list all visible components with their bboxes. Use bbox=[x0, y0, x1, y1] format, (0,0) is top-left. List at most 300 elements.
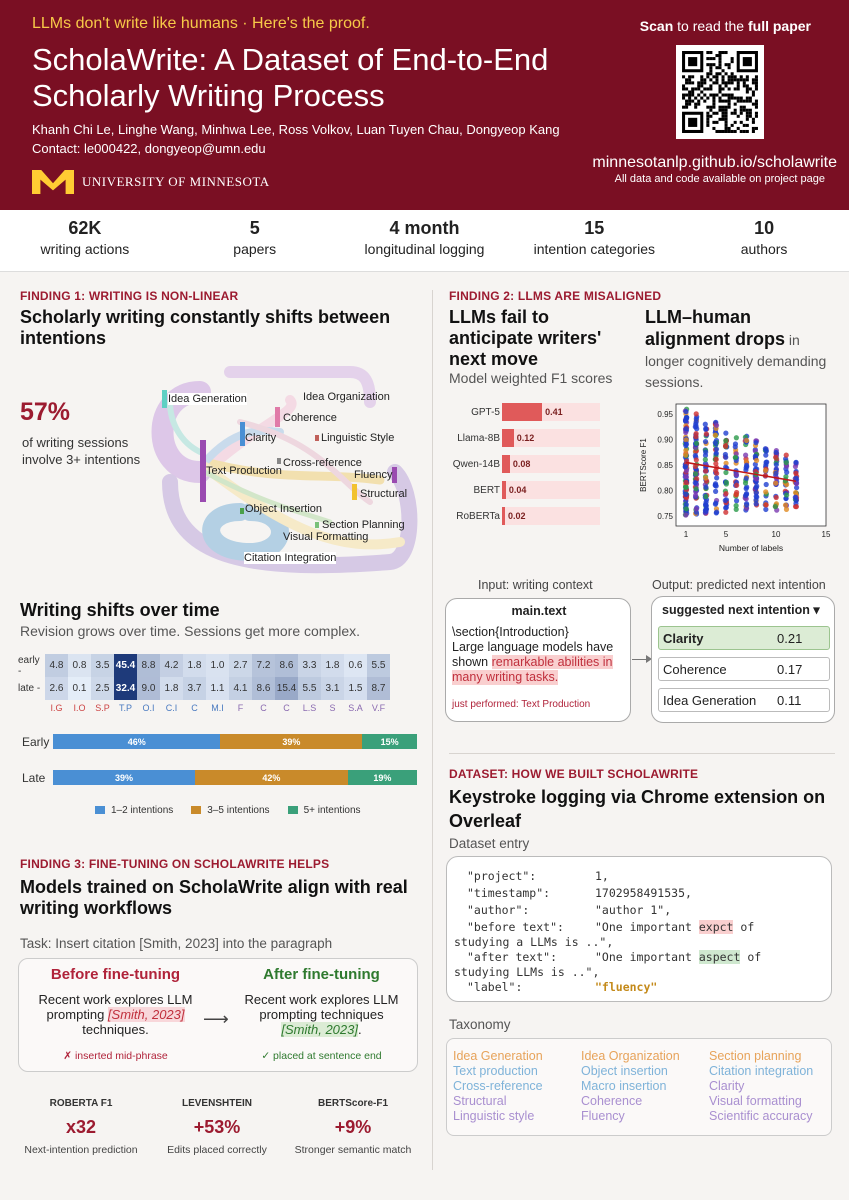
taxonomy-item: Citation integration bbox=[709, 1064, 814, 1078]
sankey-label: Text Production bbox=[206, 465, 282, 477]
alignment-heading: LLM–human alignment drops bbox=[645, 307, 786, 349]
heatmap-cell: 4.8 bbox=[45, 654, 68, 677]
alignment-heading-tail: in longer cognitively demanding sessions. bbox=[645, 332, 827, 390]
bar-label: BERT bbox=[473, 485, 500, 496]
scatter-point bbox=[754, 458, 759, 463]
taxonomy-label: Taxonomy bbox=[449, 1017, 511, 1032]
sankey-label: Linguistic Style bbox=[321, 432, 395, 444]
scatter-point bbox=[764, 502, 769, 507]
stacked-bar-segment: 15% bbox=[362, 734, 417, 749]
project-note: All data and code available on project page bbox=[614, 173, 825, 185]
heatmap-column-label: S.P bbox=[95, 703, 110, 713]
scatter-point bbox=[694, 411, 699, 416]
code-line bbox=[467, 903, 529, 918]
dataset-heading: Keystroke logging via Chrome extension on Overleaf bbox=[449, 787, 826, 831]
scatter-point bbox=[703, 468, 708, 473]
scatter-point bbox=[683, 448, 688, 453]
scatter-point bbox=[744, 491, 749, 496]
heatmap-cell: 3.7 bbox=[183, 677, 206, 700]
scatter-point bbox=[683, 464, 688, 469]
bar bbox=[502, 455, 510, 473]
scatter-point bbox=[694, 506, 699, 511]
bar bbox=[502, 481, 506, 499]
dataset-kicker: DATASET: HOW WE BUILT SCHOLAWRITE bbox=[449, 767, 699, 781]
scatter-point bbox=[723, 452, 728, 457]
heatmap-corner bbox=[16, 700, 45, 716]
taxonomy-item: Text production bbox=[453, 1064, 538, 1078]
code-value: "One important bbox=[595, 920, 699, 934]
heatmap-column-label: L.S bbox=[302, 703, 317, 713]
scatter-point bbox=[784, 460, 789, 465]
stacked-bar-early bbox=[53, 734, 417, 749]
code-line bbox=[467, 980, 522, 995]
y-tick-label: 0.95 bbox=[657, 410, 673, 420]
scatter-point bbox=[753, 440, 758, 445]
stack-legend bbox=[95, 805, 361, 816]
heatmap-cell: 3.5 bbox=[91, 654, 114, 677]
bar-row bbox=[450, 426, 602, 452]
scatter-point bbox=[713, 433, 718, 438]
heatmap-cell: 1.5 bbox=[344, 677, 367, 700]
finding2-left-heading: LLMs fail to anticipate writers' next move bbox=[449, 307, 602, 369]
sankey-label: Section Planning bbox=[322, 519, 405, 531]
legend-label: 3–5 intentions bbox=[207, 805, 270, 816]
scatter-point bbox=[703, 427, 708, 432]
prediction-dropdown[interactable]: suggested next intention ▾ bbox=[662, 603, 820, 617]
sankey-label: Fluency bbox=[354, 469, 393, 481]
code-value: of bbox=[733, 920, 755, 934]
heatmap-cell: 9.0 bbox=[137, 677, 160, 700]
scatter-point bbox=[773, 481, 778, 486]
code-key: "project": bbox=[467, 869, 537, 883]
university-logo bbox=[32, 170, 270, 194]
scan-word: Scan bbox=[639, 18, 674, 34]
heatmap-cell: 2.6 bbox=[45, 677, 68, 700]
scatter-point bbox=[683, 474, 688, 479]
metric-card bbox=[152, 1098, 282, 1157]
scatter-point bbox=[774, 495, 779, 500]
code-line bbox=[454, 965, 599, 980]
scatter-point bbox=[793, 490, 798, 495]
context-title: main.text bbox=[511, 604, 567, 618]
scatter-point bbox=[794, 504, 799, 509]
before-line3: techniques. bbox=[82, 1022, 149, 1037]
scatter-point bbox=[793, 471, 798, 476]
metric-card bbox=[288, 1098, 418, 1157]
stacked-bar-segment: 39% bbox=[220, 734, 362, 749]
scatter-point bbox=[683, 480, 688, 485]
heatmap-column-label: S.A bbox=[348, 703, 363, 713]
code-value: studying a LLMs is ..", bbox=[454, 935, 614, 949]
metric-title: LEVENSHTEIN bbox=[181, 1098, 252, 1109]
scatter-point bbox=[684, 506, 689, 511]
scatter-point bbox=[734, 472, 739, 477]
before-citation: [Smith, 2023] bbox=[107, 1007, 185, 1022]
scatter-point bbox=[714, 457, 719, 462]
author-list: Khanh Chi Le, Linghe Wang, Minhwa Lee, Ross Volkov, Luan Tuyen Chau, Dongyeop Kang bbox=[32, 122, 560, 137]
scatter-point bbox=[793, 460, 798, 465]
scatter-point bbox=[784, 470, 789, 475]
bar-row bbox=[450, 452, 602, 478]
prediction-name: Clarity bbox=[663, 631, 704, 646]
context-line: \section{Introduction} bbox=[452, 625, 569, 639]
code-value: 1702958491535, bbox=[595, 886, 692, 900]
scatter-point bbox=[713, 482, 718, 487]
bar-label: Llama-8B bbox=[457, 433, 500, 444]
qr-code-icon[interactable] bbox=[676, 45, 764, 139]
code-line bbox=[595, 980, 657, 995]
bar-track bbox=[502, 455, 600, 473]
heatmap-cell: 8.7 bbox=[367, 677, 390, 700]
scatter-point bbox=[744, 502, 749, 507]
metric-desc: Stronger semantic match bbox=[294, 1144, 412, 1156]
scatter-point bbox=[723, 510, 728, 515]
dataset-entry-code bbox=[446, 856, 832, 1002]
bar-row bbox=[450, 478, 602, 504]
stat-label: papers bbox=[233, 241, 277, 257]
scatter-point bbox=[694, 457, 699, 462]
heatmap-column-label: I.G bbox=[50, 703, 63, 713]
contact-info: Contact: le000422, dongyeop@umn.edu bbox=[32, 141, 266, 156]
stacked-bar-segment: 42% bbox=[195, 770, 348, 785]
scatter-point bbox=[684, 442, 689, 447]
scatter-point bbox=[713, 502, 718, 507]
heatmap-cell: 3.3 bbox=[298, 654, 321, 677]
heatmap-row-label: late - bbox=[18, 683, 41, 694]
prediction-name: Coherence bbox=[663, 662, 727, 677]
finding2-right-heading bbox=[645, 307, 835, 393]
scatter-point bbox=[703, 494, 708, 499]
stat-item bbox=[679, 210, 849, 271]
code-line bbox=[595, 886, 692, 901]
scatter-point bbox=[693, 486, 698, 491]
heatmap-column-label: M.I bbox=[211, 703, 224, 713]
big-stat: 57% bbox=[20, 398, 71, 426]
scatter-point bbox=[693, 434, 698, 439]
prediction-name: Idea Generation bbox=[663, 693, 757, 708]
heatmap-cell: 8.8 bbox=[137, 654, 160, 677]
context-note: just performed: Text Production bbox=[452, 699, 591, 710]
scatter-point bbox=[704, 431, 709, 436]
code-value: 1, bbox=[595, 869, 609, 883]
bar-value-label: 0.41 bbox=[545, 407, 563, 417]
scatter-point bbox=[794, 498, 799, 503]
dataset-entry-label: Dataset entry bbox=[449, 836, 530, 851]
x-tick-label: 10 bbox=[771, 530, 781, 539]
heatmap-cell: 4.1 bbox=[229, 677, 252, 700]
stat-value: 4 month bbox=[389, 218, 460, 238]
prediction-panel bbox=[651, 596, 835, 723]
heatmap-cell: 1.8 bbox=[160, 677, 183, 700]
finding1-kicker: FINDING 1: WRITING IS NON-LINEAR bbox=[20, 289, 239, 303]
heatmap-cell: 15.4 bbox=[275, 677, 298, 700]
scatter-point bbox=[703, 450, 708, 455]
heatmap-cell: 7.2 bbox=[252, 654, 275, 677]
code-line bbox=[595, 903, 671, 918]
x-tick-label: 1 bbox=[683, 530, 689, 539]
bar-label: Qwen-14B bbox=[452, 459, 500, 470]
scatter-point bbox=[734, 435, 739, 440]
scatter-point bbox=[744, 438, 749, 443]
scatter-point bbox=[703, 422, 708, 427]
heatmap-column-label: F bbox=[237, 703, 244, 713]
bar bbox=[502, 429, 514, 447]
finding3-kicker: FINDING 3: FINE-TUNING ON SCHOLAWRITE HELPS bbox=[20, 857, 330, 871]
stacked-bar-segment: 39% bbox=[53, 770, 195, 785]
output-label: Output: predicted next intention bbox=[652, 578, 826, 592]
stat-label: longitudinal logging bbox=[364, 241, 485, 257]
code-highlight-added: aspect bbox=[698, 950, 741, 964]
sankey-label: Visual Formatting bbox=[283, 531, 369, 543]
before-line1: Recent work explores LLM bbox=[38, 992, 193, 1007]
after-line2: prompting techniques bbox=[259, 1007, 384, 1022]
scatter-point bbox=[764, 448, 769, 453]
scatter-point bbox=[784, 492, 789, 497]
column-divider bbox=[432, 290, 433, 1170]
taxonomy-item: Object insertion bbox=[581, 1064, 668, 1078]
scatter-point bbox=[723, 444, 728, 449]
bar-track bbox=[502, 507, 600, 525]
scatter-point bbox=[743, 453, 748, 458]
finetune-comparison bbox=[18, 958, 418, 1072]
finding1-heading: Scholarly writing constantly shifts between intentions bbox=[20, 307, 391, 348]
stat-item bbox=[0, 210, 170, 271]
sankey-label: Citation Integration bbox=[244, 552, 337, 564]
code-value: "author 1", bbox=[595, 903, 672, 917]
bar-row bbox=[450, 504, 602, 530]
after-citation: [Smith, 2023] bbox=[281, 1022, 358, 1037]
taxonomy-item: Macro insertion bbox=[581, 1079, 667, 1093]
before-text: prompting bbox=[46, 1007, 108, 1022]
x-axis-label: Number of labels bbox=[718, 543, 784, 553]
scatter-point bbox=[683, 452, 688, 457]
scatter-point bbox=[684, 426, 689, 431]
scatter-point bbox=[713, 489, 718, 494]
sankey-label: Idea Organization bbox=[303, 391, 390, 403]
stats-bar bbox=[0, 210, 849, 272]
model-f1-bar-chart bbox=[450, 400, 602, 530]
code-line bbox=[595, 950, 761, 965]
scatter-point bbox=[694, 424, 699, 429]
code-key: "label": bbox=[467, 980, 523, 994]
finding3-task: Task: Insert citation [Smith, 2023] into the paragraph bbox=[20, 936, 333, 951]
heatmap-column-label: C bbox=[260, 703, 267, 713]
scatter-point bbox=[754, 501, 759, 506]
context-line: Large language models have bbox=[452, 640, 614, 654]
heatmap-cell: 1.0 bbox=[206, 654, 229, 677]
context-line bbox=[452, 655, 630, 670]
heatmap-cell: 5.5 bbox=[298, 677, 321, 700]
sankey-label: Idea Generation bbox=[168, 393, 247, 405]
stack-label-early: Early bbox=[22, 735, 50, 749]
after-note: ✓ placed at sentence end bbox=[261, 1050, 382, 1062]
heatmap-cell: 45.4 bbox=[114, 654, 137, 677]
heatmap-cell: 2.7 bbox=[229, 654, 252, 677]
bar-track bbox=[502, 403, 600, 421]
scatter-point bbox=[693, 453, 698, 458]
scatter-point bbox=[734, 483, 739, 488]
y-axis-label: BERTScore F1 bbox=[639, 438, 648, 492]
scatter-point bbox=[683, 409, 688, 414]
stacked-bar-segment: 46% bbox=[53, 734, 220, 749]
scatter-point bbox=[714, 423, 719, 428]
heatmap-cell: 8.6 bbox=[275, 654, 298, 677]
heatmap-cell: 32.4 bbox=[114, 677, 137, 700]
after-line3 bbox=[239, 1022, 404, 1037]
heatmap-column-label: C bbox=[283, 703, 290, 713]
scatter-point bbox=[773, 471, 778, 476]
taxonomy-item: Visual formatting bbox=[709, 1094, 802, 1108]
scatter-point bbox=[773, 455, 778, 460]
scatter-point bbox=[683, 512, 688, 517]
y-tick-label: 0.75 bbox=[657, 511, 673, 521]
heatmap-cell: 1.8 bbox=[321, 654, 344, 677]
stat-item bbox=[170, 210, 340, 271]
scatter-point bbox=[703, 457, 708, 462]
header-banner bbox=[0, 0, 849, 210]
intention-sankey-diagram bbox=[140, 362, 418, 584]
code-key: "timestamp": bbox=[467, 886, 551, 900]
taxonomy-item: Linguistic style bbox=[453, 1109, 535, 1123]
after-period: . bbox=[357, 1022, 362, 1037]
prediction-score: 0.17 bbox=[777, 662, 803, 677]
scatter-point bbox=[734, 503, 739, 508]
writing-context-panel bbox=[445, 598, 631, 722]
tagline: LLMs don't write like humans · Here's the proof. bbox=[32, 15, 370, 32]
umn-m-icon bbox=[32, 170, 74, 194]
metric-card bbox=[16, 1098, 146, 1157]
bar-row bbox=[450, 400, 602, 426]
code-key: "before text": bbox=[467, 920, 564, 934]
taxonomy-item: Clarity bbox=[709, 1079, 745, 1093]
legend-label: 1–2 intentions bbox=[111, 805, 174, 816]
scatter-point bbox=[683, 492, 688, 497]
scatter-point bbox=[694, 441, 699, 446]
context-highlight: remarkable abilities in bbox=[491, 655, 613, 669]
sankey-label: Object Insertion bbox=[245, 503, 323, 515]
scatter-point bbox=[763, 507, 768, 512]
stat-value: 15 bbox=[584, 218, 605, 238]
prediction-score: 0.21 bbox=[777, 631, 803, 646]
scatter-point bbox=[723, 438, 728, 443]
metric-title: ROBERTA F1 bbox=[49, 1098, 113, 1109]
project-url-link[interactable]: minnesotanlp.github.io/scholawrite bbox=[592, 154, 837, 171]
scatter-point bbox=[703, 485, 708, 490]
metric-value: +53% bbox=[193, 1117, 241, 1137]
scatter-point bbox=[723, 498, 728, 503]
scatter-point bbox=[744, 476, 749, 481]
scatter-point bbox=[754, 485, 759, 490]
taxonomy-grid bbox=[446, 1038, 832, 1136]
code-key: "after text": bbox=[467, 950, 558, 964]
x-tick-label: 5 bbox=[723, 530, 729, 539]
heatmap-cell: 0.6 bbox=[344, 654, 367, 677]
scatter-point bbox=[743, 480, 748, 485]
scatter-point bbox=[754, 490, 759, 495]
scatter-point bbox=[714, 475, 719, 480]
context-text: shown bbox=[452, 655, 492, 669]
sankey-label: Coherence bbox=[283, 412, 337, 424]
prediction-row[interactable] bbox=[658, 657, 830, 681]
stat-item bbox=[509, 210, 679, 271]
shift-heading: Writing shifts over time bbox=[20, 600, 220, 620]
code-line bbox=[467, 886, 550, 901]
stack-label-late: Late bbox=[22, 771, 46, 785]
taxonomy-item: Section planning bbox=[709, 1049, 802, 1063]
finding3-heading: Models trained on ScholaWrite align with real writing workflows bbox=[20, 877, 408, 918]
scan-full-paper: full paper bbox=[747, 18, 811, 34]
code-key: "author": bbox=[467, 903, 530, 917]
code-line bbox=[454, 935, 613, 950]
bar-track bbox=[502, 429, 600, 447]
scatter-point bbox=[693, 493, 698, 498]
input-label: Input: writing context bbox=[478, 578, 593, 592]
prediction-row-top[interactable] bbox=[658, 626, 830, 650]
taxonomy-item: Idea Generation bbox=[453, 1049, 543, 1063]
heatmap-column-label: V.F bbox=[371, 703, 386, 713]
stat-value: 62K bbox=[68, 218, 102, 238]
scatter-point bbox=[693, 471, 698, 476]
scatter-point bbox=[773, 504, 778, 509]
code-value: of bbox=[740, 950, 762, 964]
scatter-point bbox=[784, 507, 789, 512]
scan-caption bbox=[640, 18, 811, 34]
prediction-score: 0.11 bbox=[777, 693, 802, 708]
heatmap-cell: 3.1 bbox=[321, 677, 344, 700]
bar-value-label: 0.12 bbox=[516, 433, 535, 443]
arrow-right-icon: ⟶ bbox=[203, 1009, 229, 1029]
university-name: UNIVERSITY OF MINNESOTA bbox=[82, 174, 270, 189]
code-highlight-removed: expct bbox=[698, 920, 734, 934]
after-finetune-panel bbox=[239, 967, 404, 1064]
heatmap-cell: 1.1 bbox=[206, 677, 229, 700]
heatmap-row-label: early - bbox=[18, 654, 40, 677]
scatter-point bbox=[764, 482, 769, 487]
scatter-point bbox=[774, 462, 779, 467]
code-line bbox=[595, 920, 754, 935]
stat-label: authors bbox=[740, 241, 788, 257]
metric-desc: Edits placed correctly bbox=[167, 1144, 267, 1156]
stat-label: writing actions bbox=[40, 241, 130, 257]
metric-value: +9% bbox=[334, 1117, 372, 1137]
scatter-point bbox=[724, 480, 729, 485]
y-tick-label: 0.80 bbox=[657, 486, 673, 496]
y-tick-label: 0.85 bbox=[657, 461, 673, 470]
stat-value: 5 bbox=[249, 218, 260, 238]
section-divider bbox=[449, 753, 835, 754]
code-line bbox=[467, 950, 557, 965]
qr-code-pattern bbox=[682, 51, 758, 133]
taxonomy-item: Cross-reference bbox=[453, 1079, 543, 1093]
code-line bbox=[467, 869, 536, 884]
sankey-label: Clarity bbox=[245, 432, 277, 444]
scatter-point bbox=[693, 480, 698, 485]
stat-value: 10 bbox=[754, 218, 775, 238]
scatter-point bbox=[714, 510, 719, 515]
scatter-point bbox=[714, 451, 719, 456]
scatter-point bbox=[763, 468, 768, 473]
scatter-point bbox=[733, 444, 738, 449]
stacked-bar-late bbox=[53, 770, 417, 785]
scatter-point bbox=[734, 492, 739, 497]
scatter-point bbox=[713, 440, 718, 445]
taxonomy-item: Coherence bbox=[581, 1094, 643, 1108]
scatter-point bbox=[763, 460, 768, 465]
scatter-point bbox=[763, 489, 768, 494]
prediction-row[interactable] bbox=[658, 688, 830, 712]
scatter-point bbox=[774, 450, 779, 455]
heatmap-row-late bbox=[16, 677, 390, 700]
